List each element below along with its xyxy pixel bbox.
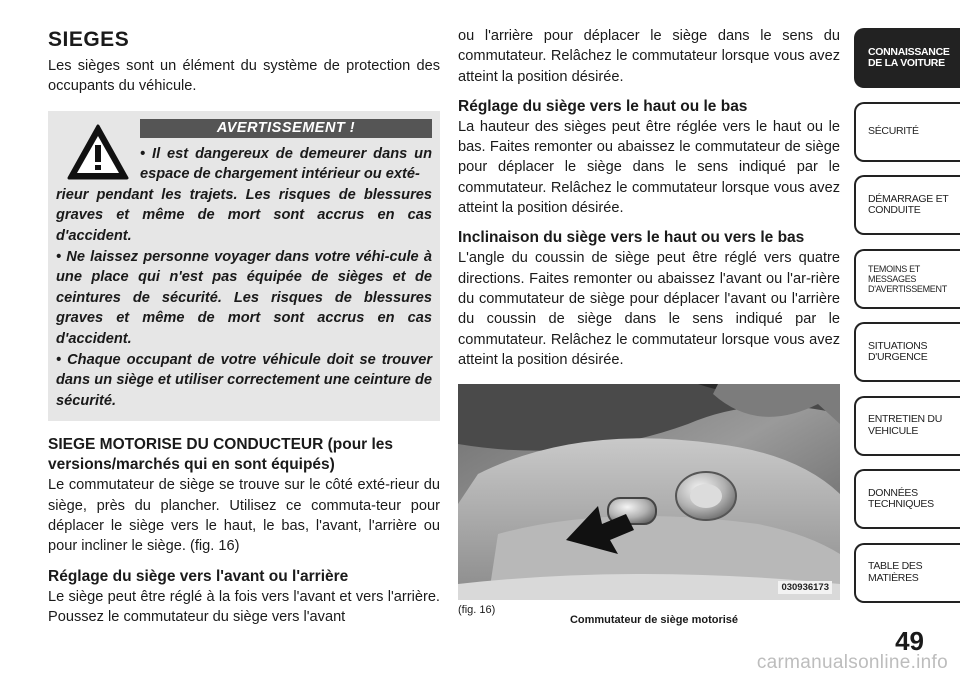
section-power-seat-heading: SIEGE MOTORISE DU CONDUCTEUR (pour les versions/marchés qui en sont équipés) [48, 436, 394, 474]
warning-box [48, 111, 440, 422]
section-power-seat-text: Le commutateur de siège se trouve sur le côté exté-rieur du siège, près du plancher. Utilisez ce commuta-teur pour déplacer le siège vers le haut, le bas, l'avant, l'arrière ou pour incliner le siège. (fig. 16) [48, 477, 440, 555]
warning-item-1-start: • Il est dangereux de demeurer dans un espace de chargement intérieur ou exté- [140, 145, 432, 183]
warning-item-1-end: rieur pendant les trajets. Les risques de blessures graves et même de mort sont accrus en cas d'accident. [56, 186, 432, 244]
warning-item-3: • Chaque occupant de votre véhicule doit se trouver dans un siège et utiliser correctement une ceinture de sécurité. [56, 351, 432, 409]
left-column [48, 26, 440, 627]
figure-seat-switch [458, 384, 840, 600]
warning-triangle-icon [66, 123, 130, 181]
intro-text: Les sièges sont un élément du système de protection des occupants du véhicule. [48, 58, 440, 95]
section-fore-aft-text-end: ou l'arrière pour déplacer le siège dans le sens du commutateur. Relâchez le commutateur lorsque vous avez atteint la position désirée. [458, 28, 840, 85]
tab-temoins[interactable]: TEMOINS ET MESSAGES D'AVERTISSEMENT [854, 249, 960, 309]
figure-code: 030936173 [778, 581, 832, 594]
tab-table[interactable]: TABLE DES MATIÈRES [854, 543, 960, 603]
section-tilt-heading: Inclinaison du siège vers le haut ou vers le bas [458, 229, 805, 247]
section-fore-aft-heading: Réglage du siège vers l'avant ou l'arrière [48, 567, 349, 585]
section-height-heading: Réglage du siège vers le haut ou le bas [458, 97, 748, 115]
section-fore-aft-text-start: Le siège peut être réglé à la fois vers l'avant et vers l'arrière. Poussez le commutateur du siège vers l'avant [48, 588, 440, 625]
page-number: 49 [895, 626, 924, 656]
figure-reference: (fig. 16) [458, 604, 496, 617]
figure-caption: Commutateur de siège motorisé [569, 614, 739, 627]
warning-banner: AVERTISSEMENT ! [140, 119, 432, 138]
chapter-sidebar [854, 28, 960, 616]
tab-demarrage[interactable]: DÉMARRAGE ET CONDUITE [854, 175, 960, 235]
tab-situations[interactable]: SITUATIONS D'URGENCE [854, 322, 960, 382]
seat-switch-photo [458, 384, 840, 600]
tab-entretien[interactable]: ENTRETIEN DU VEHICULE [854, 396, 960, 456]
tab-connaissance[interactable]: CONNAISSANCE DE LA VOITURE [854, 28, 960, 88]
page-title: SIEGES [48, 28, 130, 51]
warning-item-2: • Ne laissez personne voyager dans votre véhi-cule à une place qui n'est pas équipée de sièges et de ceintures de sécurité. Les risques de blessures graves et même de mort sont accrus en cas d'accident. [56, 248, 432, 347]
watermark: carmanualsonline.info [756, 652, 948, 673]
tab-securite[interactable]: SÉCURITÉ [854, 102, 960, 162]
section-tilt-text: L'angle du coussin de siège peut être réglé vers quatre directions. Faites remonter ou abaissez l'avant ou l'ar-rière du commutateur de siège pour déplacer l'avant ou l'arrière du coussin de siège dans le sens indiqué par le commutateur. Relâchez le commutateur lorsque vous avez atteint la position désirée. [458, 250, 840, 368]
section-height-text: La hauteur des sièges peut être réglée vers le haut ou le bas. Faites remonter ou abaissez le commutateur de siège pour déplacer le siège dans le sens indiqué par le commutateur. Relâchez le commutateur lorsque vous avez atteint la position désirée. [458, 118, 840, 217]
tab-donnees[interactable]: DONNÉES TECHNIQUES [854, 469, 960, 529]
right-column [458, 26, 840, 626]
